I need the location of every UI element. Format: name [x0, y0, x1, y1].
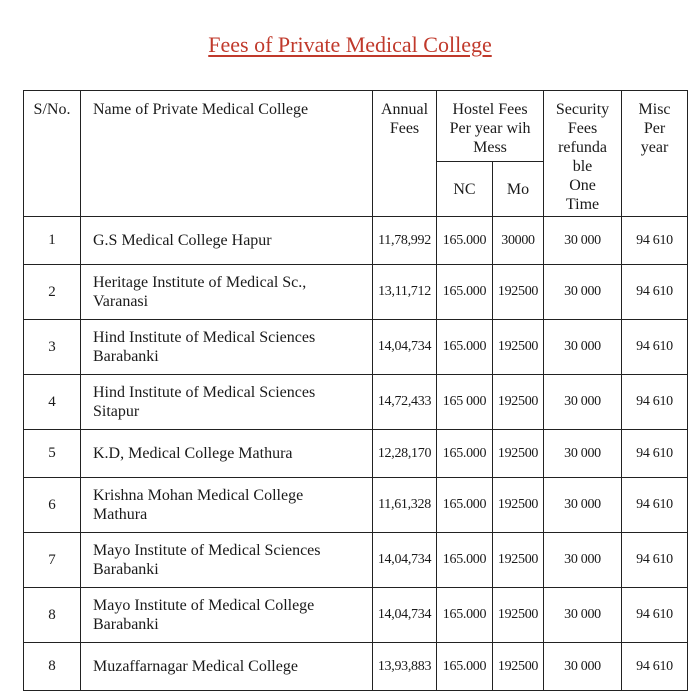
cell-security-fees: 30 000 — [544, 265, 622, 320]
cell-college-name: Heritage Institute of Medical Sc., Varanasi — [81, 265, 373, 320]
cell-misc: 94 610 — [622, 320, 688, 375]
cell-hostel-mo: 30000 — [493, 217, 544, 265]
cell-misc: 94 610 — [622, 533, 688, 588]
header-security-fees: Security Fees refunda ble One Time — [544, 91, 622, 217]
table-row — [24, 375, 688, 430]
cell-misc: 94 610 — [622, 375, 688, 430]
cell-hostel-nc: 165.000 — [437, 430, 493, 478]
cell-security-fees: 30 000 — [544, 643, 622, 691]
cell-hostel-nc: 165.000 — [437, 265, 493, 320]
cell-hostel-mo: 192500 — [493, 320, 544, 375]
table-body — [24, 217, 688, 691]
cell-hostel-mo: 192500 — [493, 643, 544, 691]
cell-hostel-mo: 192500 — [493, 478, 544, 533]
cell-misc: 94 610 — [622, 643, 688, 691]
cell-misc: 94 610 — [622, 430, 688, 478]
cell-security-fees: 30 000 — [544, 375, 622, 430]
cell-hostel-nc: 165 000 — [437, 375, 493, 430]
cell-hostel-mo: 192500 — [493, 375, 544, 430]
cell-security-fees: 30 000 — [544, 588, 622, 643]
cell-sno: 1 — [24, 217, 81, 265]
header-row — [24, 91, 688, 162]
cell-hostel-nc: 165.000 — [437, 533, 493, 588]
cell-college-name: K.D, Medical College Mathura — [81, 430, 373, 478]
cell-misc: 94 610 — [622, 478, 688, 533]
table-row — [24, 430, 688, 478]
header-hostel-fees: Hostel Fees Per year wih Mess — [437, 91, 544, 162]
cell-annual-fees: 14,04,734 — [373, 533, 437, 588]
cell-misc: 94 610 — [622, 588, 688, 643]
cell-security-fees: 30 000 — [544, 533, 622, 588]
cell-hostel-mo: 192500 — [493, 265, 544, 320]
header-sno: S/No. — [24, 91, 81, 217]
cell-misc: 94 610 — [622, 217, 688, 265]
cell-hostel-nc: 165.000 — [437, 478, 493, 533]
cell-college-name: Muzaffarnagar Medical College — [81, 643, 373, 691]
header-hostel-mo: Mo — [493, 162, 544, 217]
cell-sno: 8 — [24, 588, 81, 643]
header-annual-fees: Annual Fees — [373, 91, 437, 217]
cell-sno: 5 — [24, 430, 81, 478]
cell-college-name: G.S Medical College Hapur — [81, 217, 373, 265]
cell-sno: 7 — [24, 533, 81, 588]
cell-sno: 6 — [24, 478, 81, 533]
table-row — [24, 533, 688, 588]
cell-annual-fees: 14,72,433 — [373, 375, 437, 430]
cell-sno: 8 — [24, 643, 81, 691]
cell-hostel-nc: 165.000 — [437, 320, 493, 375]
header-misc: Misc Per year — [622, 91, 688, 217]
cell-college-name: Hind Institute of Medical Sciences Sitapur — [81, 375, 373, 430]
cell-annual-fees: 13,11,712 — [373, 265, 437, 320]
cell-college-name: Hind Institute of Medical Sciences Barabanki — [81, 320, 373, 375]
cell-security-fees: 30 000 — [544, 217, 622, 265]
page-title: Fees of Private Medical College — [208, 32, 492, 57]
cell-annual-fees: 12,28,170 — [373, 430, 437, 478]
cell-hostel-nc: 165.000 — [437, 643, 493, 691]
cell-annual-fees: 11,61,328 — [373, 478, 437, 533]
table-row — [24, 217, 688, 265]
fees-table — [23, 90, 688, 691]
table-row — [24, 265, 688, 320]
cell-college-name: Krishna Mohan Medical College Mathura — [81, 478, 373, 533]
cell-sno: 3 — [24, 320, 81, 375]
table-row — [24, 478, 688, 533]
cell-hostel-mo: 192500 — [493, 533, 544, 588]
header-hostel-nc: NC — [437, 162, 493, 217]
cell-hostel-nc: 165.000 — [437, 217, 493, 265]
table-row — [24, 320, 688, 375]
cell-annual-fees: 11,78,992 — [373, 217, 437, 265]
cell-security-fees: 30 000 — [544, 430, 622, 478]
cell-hostel-mo: 192500 — [493, 430, 544, 478]
cell-college-name: Mayo Institute of Medical College Barabanki — [81, 588, 373, 643]
cell-security-fees: 30 000 — [544, 478, 622, 533]
cell-annual-fees: 14,04,734 — [373, 320, 437, 375]
cell-sno: 4 — [24, 375, 81, 430]
cell-sno: 2 — [24, 265, 81, 320]
header-name: Name of Private Medical College — [81, 91, 373, 217]
cell-annual-fees: 13,93,883 — [373, 643, 437, 691]
cell-college-name: Mayo Institute of Medical Sciences Barabanki — [81, 533, 373, 588]
cell-annual-fees: 14,04,734 — [373, 588, 437, 643]
cell-misc: 94 610 — [622, 265, 688, 320]
cell-security-fees: 30 000 — [544, 320, 622, 375]
cell-hostel-nc: 165.000 — [437, 588, 493, 643]
table-row — [24, 643, 688, 691]
cell-hostel-mo: 192500 — [493, 588, 544, 643]
table-row — [24, 588, 688, 643]
